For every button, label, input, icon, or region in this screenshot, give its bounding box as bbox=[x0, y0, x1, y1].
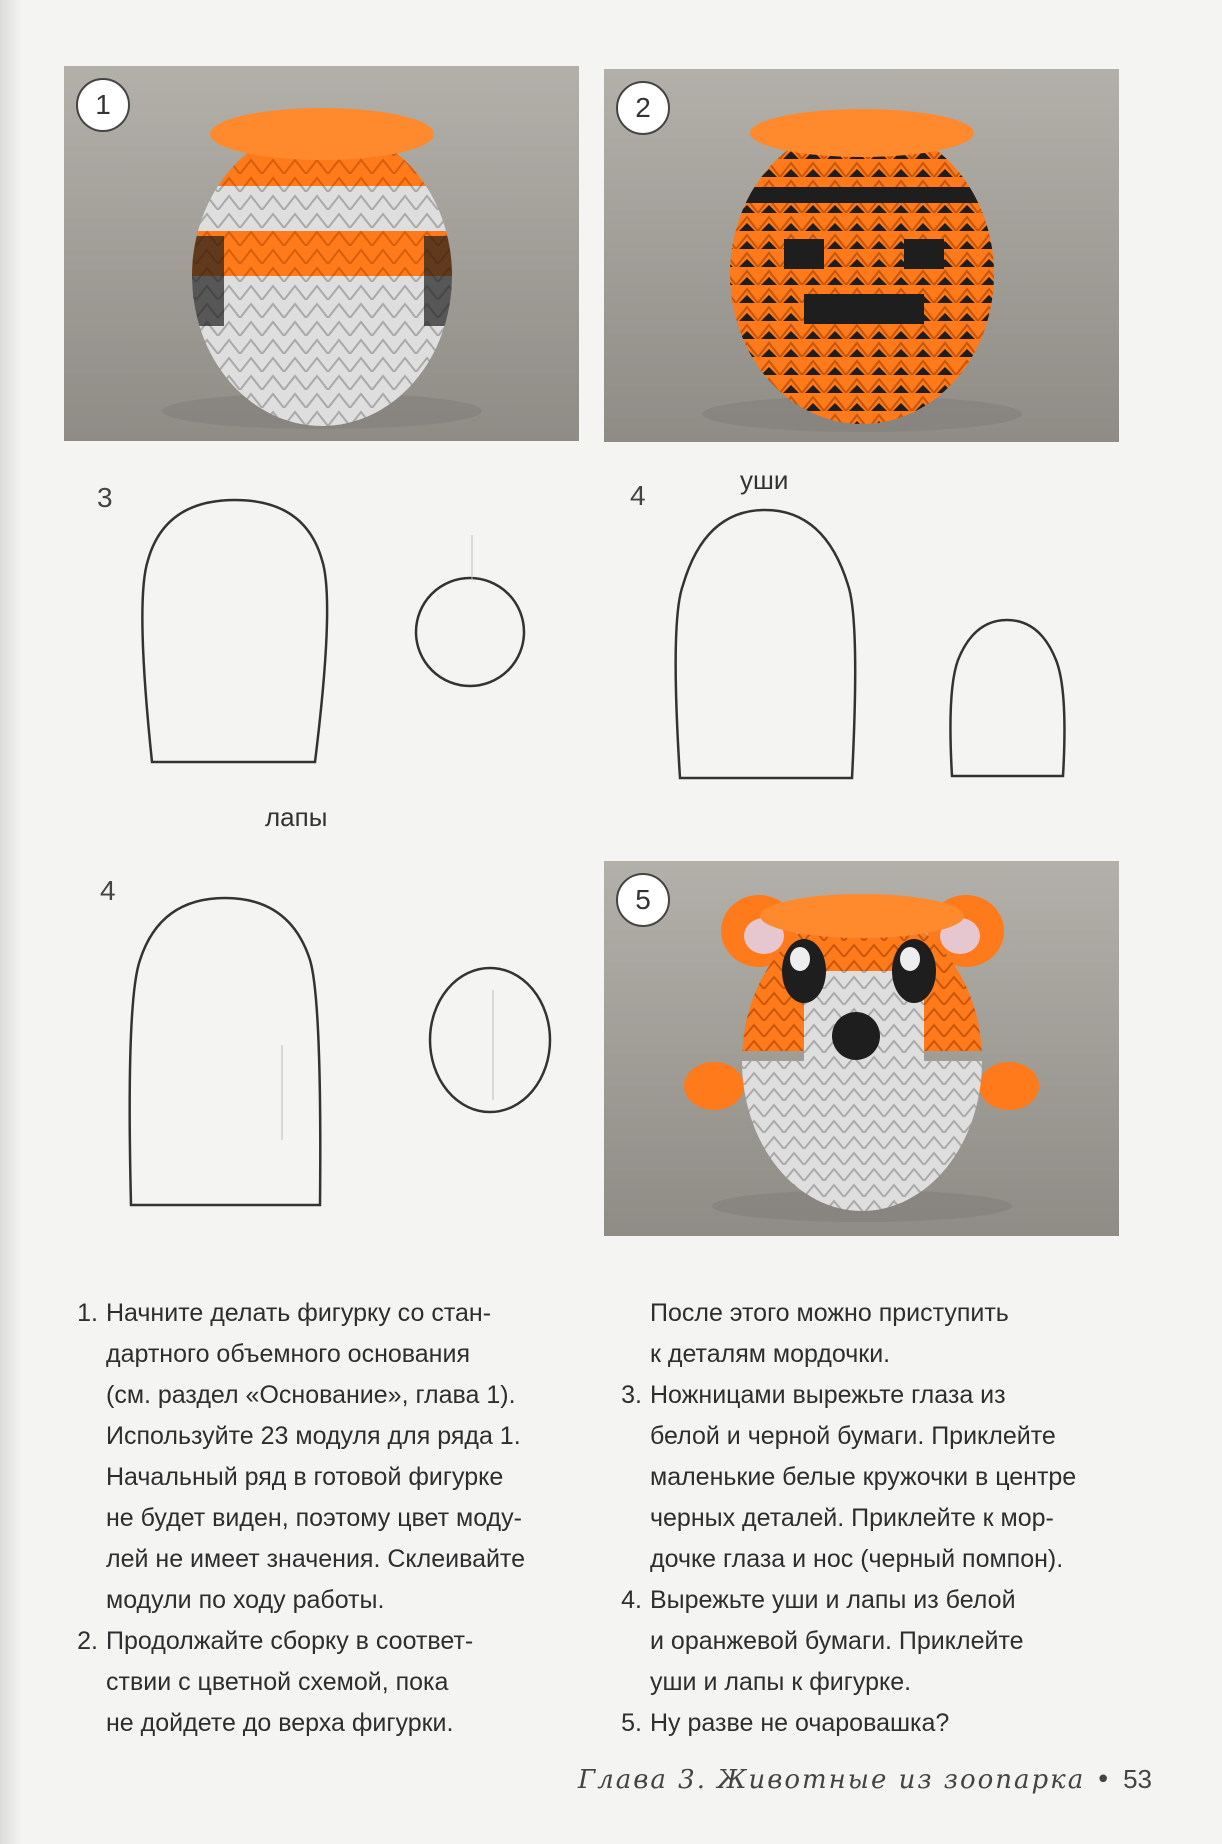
instruction-line: лей не имеет значения. Склеивайте bbox=[106, 1545, 526, 1573]
instruction-line: черных деталей. Приклейте к мор- bbox=[650, 1504, 1054, 1532]
instruction-item bbox=[66, 1293, 596, 1621]
chapter-title: Глава 3. Животные из зоопарка • bbox=[578, 1765, 1113, 1795]
step-badge: 2 bbox=[616, 81, 670, 135]
step-badge: 1 bbox=[76, 78, 130, 132]
instruction-line: не будет виден, поэтому цвет моду- bbox=[106, 1504, 522, 1532]
instruction-item bbox=[66, 1621, 596, 1744]
instruction-line: Продолжайте сборку в соответ- bbox=[106, 1627, 474, 1655]
instructions-right-column bbox=[610, 1293, 1170, 1744]
tiger-base-white-stripes-illustration bbox=[64, 66, 579, 441]
instruction-line: Начните делать фигурку со стан- bbox=[106, 1299, 492, 1327]
instruction-number: 2. bbox=[77, 1627, 98, 1655]
instruction-number: 5. bbox=[621, 1709, 642, 1737]
instruction-line: модули по ходу работы. bbox=[106, 1586, 385, 1614]
ear-template-large bbox=[676, 510, 856, 778]
diagram-number: 4 bbox=[630, 480, 646, 511]
tiger-base-black-stripes-illustration bbox=[604, 69, 1119, 442]
step-badge: 5 bbox=[616, 873, 670, 927]
paws-label: лапы bbox=[265, 802, 328, 832]
instruction-line: (см. раздел «Основание», глава 1). bbox=[106, 1381, 516, 1409]
instruction-line: не дойдете до верха фигурки. bbox=[106, 1709, 454, 1737]
body-template-large bbox=[130, 898, 321, 1205]
instructions-left-column bbox=[66, 1293, 596, 1744]
instruction-item bbox=[610, 1580, 1170, 1703]
paw-template-small bbox=[416, 578, 524, 686]
instruction-number: 4. bbox=[621, 1586, 642, 1614]
page-footer bbox=[578, 1764, 1152, 1795]
diagram-number: 4 bbox=[100, 875, 116, 906]
instruction-line: Ножницами вырежьте глаза из bbox=[650, 1381, 1006, 1409]
photo-step-5 bbox=[604, 861, 1119, 1236]
instruction-line: ствии с цветной схемой, пока bbox=[106, 1668, 449, 1696]
instruction-line: уши и лапы к фигурке. bbox=[650, 1668, 912, 1696]
instruction-line: маленькие белые кружочки в центре bbox=[650, 1463, 1077, 1491]
instruction-line: Используйте 23 модуля для ряда 1. bbox=[106, 1422, 521, 1450]
instruction-item bbox=[610, 1703, 1170, 1744]
instruction-line: к деталям мордочки. bbox=[650, 1340, 891, 1368]
ear-template-small bbox=[950, 620, 1064, 776]
instruction-line: Начальный ряд в готовой фигурке bbox=[106, 1463, 504, 1491]
instruction-item bbox=[610, 1375, 1170, 1580]
page-edge-shadow bbox=[0, 0, 22, 1844]
instruction-line: Ну разве не очаровашка? bbox=[650, 1709, 950, 1737]
instruction-line: дочке глаза и нос (черный помпон). bbox=[650, 1545, 1064, 1573]
paw-template-large bbox=[142, 500, 327, 762]
diagram-number: 3 bbox=[97, 482, 113, 513]
ears-label: уши bbox=[740, 465, 789, 495]
instruction-line: белой и черной бумаги. Приклейте bbox=[650, 1422, 1056, 1450]
instruction-number: 3. bbox=[621, 1381, 642, 1409]
finished-tiger-illustration bbox=[604, 861, 1119, 1236]
body-template-oval bbox=[430, 968, 550, 1112]
photo-step-2 bbox=[604, 69, 1119, 442]
instruction-line: Вырежьте уши и лапы из белой bbox=[650, 1586, 1016, 1614]
instruction-item bbox=[610, 1293, 1170, 1375]
instruction-line: дартного объемного основания bbox=[106, 1340, 470, 1368]
instruction-number: 1. bbox=[77, 1299, 98, 1327]
photo-step-1 bbox=[64, 66, 579, 441]
page-number: 53 bbox=[1123, 1764, 1152, 1794]
instruction-line: и оранжевой бумаги. Приклейте bbox=[650, 1627, 1024, 1655]
instruction-line: После этого можно приступить bbox=[650, 1299, 1009, 1327]
